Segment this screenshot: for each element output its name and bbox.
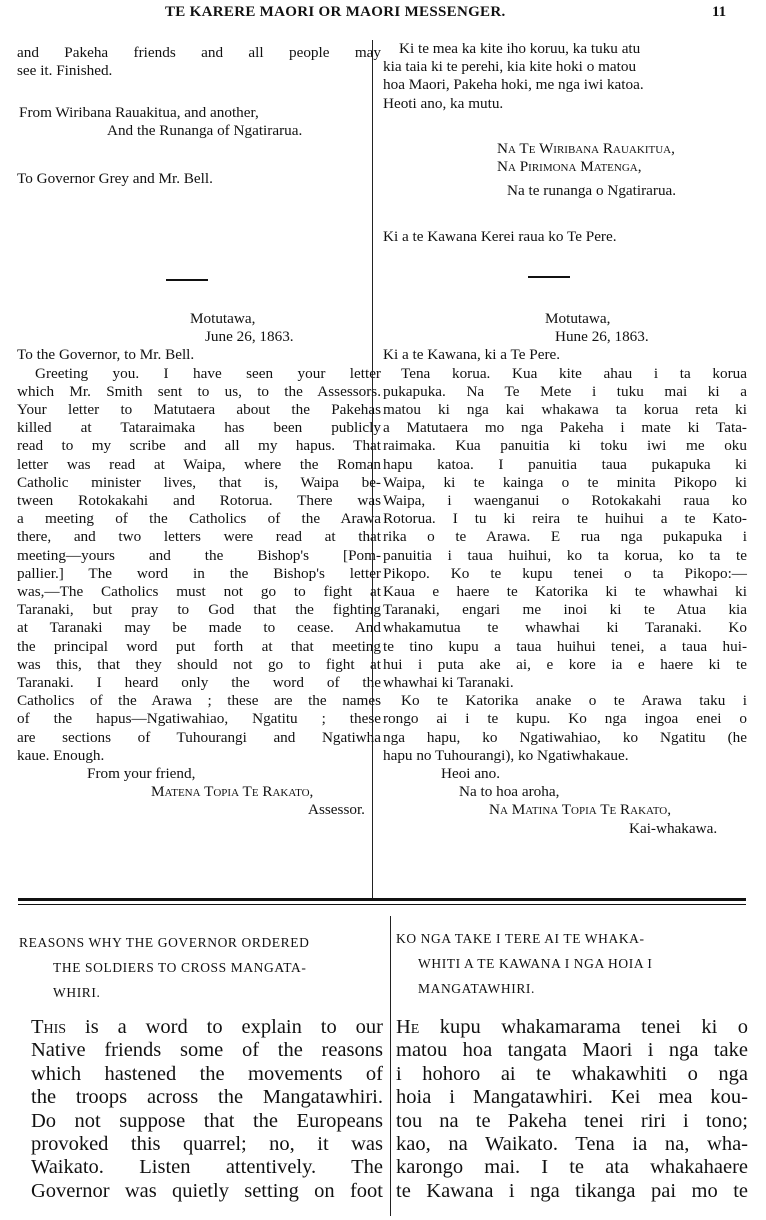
role-line: Kai-whakawa. bbox=[629, 819, 718, 837]
column-divider bbox=[390, 916, 391, 1216]
heading-line: MANGATAWHIRI. bbox=[418, 981, 535, 996]
text-line: nga hapu, ko Ngatiwahiao, ko Ngatitu (he bbox=[383, 728, 747, 746]
text-line: Pikopo. Ko te kupu tenei o ta Pikopo:— bbox=[383, 564, 747, 582]
text-line: matou hoa tangata Maori i nga take bbox=[396, 1039, 748, 1062]
text-line: which Mr. Smith sent to us, to the Assessors. bbox=[17, 382, 381, 400]
text-line: of the hapus—Ngatiwahiao, Ngatitu ; these bbox=[17, 710, 381, 728]
salutation-line: Ki a te Kawana, ki a Te Pere. bbox=[383, 346, 561, 364]
text-line: Waipa, i waenganui o Rotokakahi raua ko bbox=[383, 492, 747, 510]
text-line: Ki te mea ka kite iho koruu, ka tuku atu bbox=[399, 40, 641, 57]
text-line: a meeting of the Catholics of the Arawa bbox=[17, 510, 381, 528]
letter1-maori-signatures bbox=[383, 140, 747, 201]
lead-word: This bbox=[31, 1016, 67, 1038]
text-line: te Kawana i nga tikanga pai mo te bbox=[396, 1179, 748, 1202]
text-line: Do not suppose that the Europeans bbox=[31, 1109, 383, 1132]
text-line: karongo mai. I te ata whakahaere bbox=[396, 1156, 748, 1179]
text-line: panuitia i taua huihui, ko ta korua, ko ta te bbox=[383, 546, 747, 564]
date-line: June 26, 1863. bbox=[205, 328, 294, 346]
text-line: Catholics of the Arawa ; these are the names bbox=[17, 692, 381, 710]
text-line: kao, na Waikato. Tena ia na, wha- bbox=[396, 1133, 748, 1156]
text-line: whakamutua te whawhai ki Taranaki. Ko bbox=[383, 619, 747, 637]
article-body-maori bbox=[396, 1016, 748, 1203]
text-line: pallier.] The word in the Bishop's letter bbox=[17, 564, 381, 582]
text-line: the troops across the Mangatawhiri. bbox=[31, 1086, 383, 1109]
text-line: kia taia ki te perehi, kia kite hoki o matou bbox=[383, 58, 637, 76]
article-body-english bbox=[31, 1016, 383, 1203]
closing-line: From your friend, bbox=[87, 765, 196, 783]
text-line: meeting—yours and the Bishop's [Pom- bbox=[17, 546, 381, 564]
signature-line: Matena Topia Te Rakato, bbox=[151, 783, 314, 801]
text-line: Taranaki, engari me inoi ki te Atua kia bbox=[383, 601, 747, 619]
text-line: hoia i Mangatawhiri. Kei mea kou- bbox=[396, 1086, 748, 1109]
text-line: was,—The Catholics must not go to fight at bbox=[17, 583, 381, 601]
text-line: Taranaki, but pray to God that the fighting bbox=[17, 601, 381, 619]
text-line: Native friends some of the reasons bbox=[31, 1039, 383, 1062]
text-line: there, and two letters were read at that bbox=[17, 528, 381, 546]
text-line: raimaka. Kua panuitia ki toku iwi me oku bbox=[383, 437, 747, 455]
text-line: was this, that they should not go to fight at bbox=[17, 655, 381, 673]
text-line: the principal word put forth at that meeting bbox=[17, 637, 381, 655]
place-line: Motutawa, bbox=[190, 310, 256, 327]
salutation-line: To the Governor, to Mr. Bell. bbox=[17, 346, 195, 364]
text-line: Greeting you. I have seen your letter bbox=[35, 364, 381, 382]
heading-line: WHITI A TE KAWANA I NGA HOIA I bbox=[418, 956, 653, 971]
role-line: Assessor. bbox=[308, 801, 365, 819]
place-line: Motutawa, bbox=[545, 310, 611, 327]
page-header bbox=[0, 4, 766, 24]
heading-line: KO NGA TAKE I TERE AI TE WHAKA- bbox=[396, 931, 645, 946]
text-line: at Taranaki may be made to cease. And bbox=[17, 619, 381, 637]
letter1-maori bbox=[383, 40, 747, 113]
text-line: Ko te Katorika anake o te Arawa taku i bbox=[401, 692, 747, 710]
text-line: provoked this quarrel; no, it was bbox=[31, 1133, 383, 1156]
runanga-line: And the Runanga of Ngatirarua. bbox=[107, 122, 303, 140]
text-line: rongo ai i te kupu. Ko nga ingoa enei o bbox=[383, 710, 747, 728]
text-line: kaue. Enough. bbox=[17, 746, 105, 764]
text-line: Rotorua. I tu ki reira te huihui a te Kato- bbox=[383, 510, 747, 528]
letter2-english bbox=[17, 310, 381, 820]
article-heading-english bbox=[19, 930, 385, 1005]
text-line: read to my scribe and all my hapus. That bbox=[17, 437, 381, 455]
text-line: rika o te Arawa. E rua nga pukapuka i bbox=[383, 528, 747, 546]
text-line: te tino kupu a taua huihui tenei, a taua hui- bbox=[383, 637, 747, 655]
text-line: hapu no Tuhourangi), ko Ngatiwhakaue. bbox=[383, 746, 629, 764]
letter1-english-from bbox=[17, 104, 381, 140]
separator-rule bbox=[528, 276, 570, 278]
letter1-english-to bbox=[17, 170, 381, 188]
lead-word: He bbox=[396, 1016, 420, 1038]
runanga-line: Na te runanga o Ngatirarua. bbox=[507, 182, 677, 200]
article-heading-maori bbox=[396, 926, 746, 1001]
date-line: Hune 26, 1863. bbox=[555, 328, 649, 346]
text-line: pukapuka. Na Te Mete i tuku mai ki a bbox=[383, 382, 747, 400]
heading-line: REASONS WHY THE GOVERNOR ORDERED bbox=[19, 935, 310, 950]
closing-line: Na to hoa aroha, bbox=[459, 783, 560, 801]
text-line: Catholic minister lives, that is, Waipa be- bbox=[17, 473, 381, 491]
lead-line-rest: is a word to explain to our bbox=[66, 1016, 383, 1038]
text-line: a Matutaera mo nga Pakeha i mate ki Tata- bbox=[383, 419, 747, 437]
addressee-line: To Governor Grey and Mr. Bell. bbox=[17, 170, 213, 187]
addressee-line: Ki a te Kawana Kerei raua ko Te Pere. bbox=[383, 228, 617, 245]
text-line: Governor was quietly setting on foot bbox=[31, 1179, 383, 1202]
lead-line-rest: kupu whakamarama tenei ki o bbox=[419, 1016, 748, 1038]
separator-rule bbox=[166, 279, 208, 281]
letter1-english bbox=[17, 44, 381, 80]
text-line bbox=[31, 1016, 383, 1039]
text-line: matou ki nga kai whakawa ta korua reta ki bbox=[383, 401, 747, 419]
text-line: whawhai ki Taranaki. bbox=[383, 674, 514, 692]
text-line: which hastened the movements of bbox=[31, 1062, 383, 1085]
text-line: are sections of Tuhourangi and Ngatiwha bbox=[17, 728, 381, 746]
text-line: Waikato. Listen attentively. The bbox=[31, 1156, 383, 1179]
text-line: Taranaki. I heard only the word of the bbox=[17, 674, 381, 692]
letter2-maori bbox=[383, 310, 747, 838]
text-line: Heoti ano, ka mutu. bbox=[383, 94, 504, 112]
text-line: tou na te Pakeha tenei riri i tono; bbox=[396, 1109, 748, 1132]
text-line: Tena korua. Kua kite ahau i ta korua bbox=[401, 364, 747, 382]
heading-line: WHIRI. bbox=[53, 985, 101, 1000]
text-line: and Pakeha friends and all people may bbox=[17, 44, 381, 61]
page-number: 11 bbox=[712, 4, 727, 20]
signature-1: Na Te Wiribana Rauakitua, bbox=[497, 140, 675, 157]
text-line: tween Rotokakahi and Rotorua. There was bbox=[17, 492, 381, 510]
text-line: hui i puta ake ai, e kore ia e haere ki te bbox=[383, 655, 747, 673]
text-line: i hohoro ai te whakawhiti o nga bbox=[396, 1062, 748, 1085]
signature-2: Na Pirimona Matenga, bbox=[497, 158, 642, 176]
signature-line: Na Matina Topia Te Rakato, bbox=[489, 801, 671, 819]
text-line: Kaua e haere te Katorika ki te whawhai ki bbox=[383, 583, 747, 601]
text-line: see it. Finished. bbox=[17, 62, 113, 80]
text-line: hoa Maori, Pakeha hoki, me nga iwi katoa. bbox=[383, 76, 644, 94]
newspaper-title: TE KARERE MAORI OR MAORI MESSENGER. bbox=[165, 4, 506, 20]
heading-line: THE SOLDIERS TO CROSS MANGATA- bbox=[53, 960, 307, 975]
letter1-maori-to bbox=[383, 228, 747, 246]
text-line: Your letter to Matutaera about the Pakehas bbox=[17, 401, 381, 419]
text-line: killed at Tataraimaka has been publicly bbox=[17, 419, 381, 437]
section-double-rule bbox=[18, 898, 746, 905]
text-line: hapu katoa. I panuitia taua pukapuka ki bbox=[383, 455, 747, 473]
text-line: Waipa, ki te kainga o te minita Pikopo ki bbox=[383, 473, 747, 491]
from-line: From Wiribana Rauakitua, and another, bbox=[19, 104, 259, 121]
text-line: letter was read at Waipa, where the Roman bbox=[17, 455, 381, 473]
text-line bbox=[396, 1016, 748, 1039]
text-line: Heoi ano. bbox=[441, 765, 501, 783]
